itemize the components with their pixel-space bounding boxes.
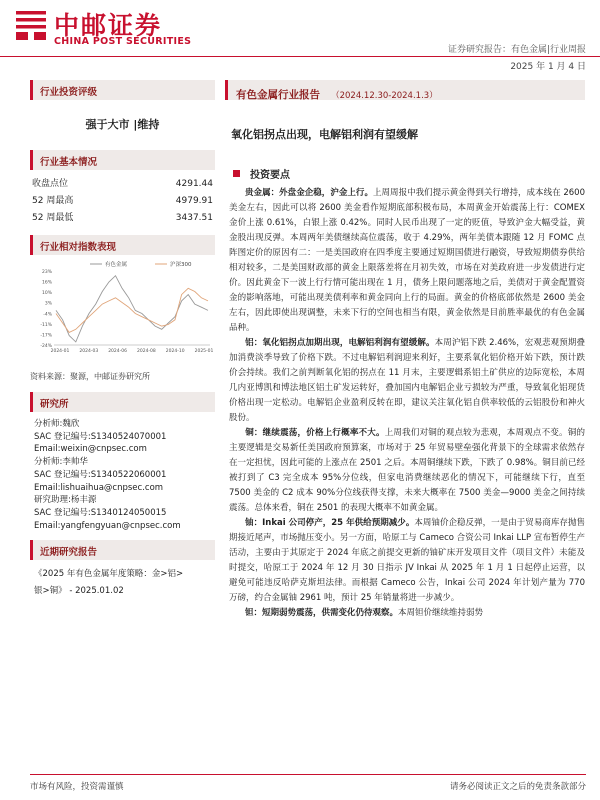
x-tick-label: 2024-10 xyxy=(165,349,185,354)
china-post-logo-icon xyxy=(14,8,48,42)
basic-info-value: 4291.44 xyxy=(175,179,213,189)
section-title: 投资要点 xyxy=(250,170,290,181)
y-tick-label: 23% xyxy=(41,270,52,275)
report-title: 有色金属行业报告 xyxy=(236,89,320,101)
x-tick-label: 2024-01 xyxy=(50,349,70,354)
y-tick-label: 3% xyxy=(44,301,52,307)
paragraph-gold xyxy=(225,186,585,336)
legend-label: 沪深300 xyxy=(170,262,192,268)
legend-label: 有色金属 xyxy=(105,262,128,268)
sidebar xyxy=(30,80,215,600)
logo-text-en: CHINA POST SECURITIES xyxy=(54,36,192,47)
series-line-nonferrous xyxy=(56,276,208,342)
headline: 氧化铝拐点出现，电解铝利润有望缓解 xyxy=(231,128,418,141)
y-tick-label: 10% xyxy=(41,291,52,297)
performance-heading: 行业相对指数表现 xyxy=(30,235,215,255)
basic-info-label: 收盘点位 xyxy=(32,179,69,189)
report-period: （2024.12.30-2024.1.3） xyxy=(331,91,438,101)
rating-value: 强于大市 |维持 xyxy=(85,118,160,131)
basic-info-row xyxy=(30,210,215,227)
basic-info-row xyxy=(30,176,215,193)
x-tick-label: 2025-01 xyxy=(194,349,214,354)
paragraph-lead: 钽：短期弱势震荡，供需变化仍待观察。 xyxy=(245,608,399,618)
chart-source: 资料来源：聚源，中邮证券研究所 xyxy=(30,372,150,381)
paragraph-copper xyxy=(225,426,585,516)
analyst-line: SAC 登记编号:S1340522060001 xyxy=(34,469,167,480)
main-content xyxy=(225,80,585,621)
paragraph-lead: 铜：继续震荡，价格上行概率不大。 xyxy=(245,428,385,438)
basic-info-value: 3437.51 xyxy=(175,213,213,223)
paragraph-tantalum xyxy=(225,606,585,621)
analyst-heading: 研究所 xyxy=(30,392,215,412)
date-bar xyxy=(0,58,600,72)
y-tick-label: -4% xyxy=(43,312,52,318)
recent-reports-heading: 近期研究报告 xyxy=(30,540,215,560)
analyst-list xyxy=(30,412,215,540)
y-tick-label: -24% xyxy=(40,344,52,349)
relative-index-chart xyxy=(30,257,215,357)
paragraph-aluminum xyxy=(225,336,585,426)
basic-info-row xyxy=(30,193,215,210)
analyst-line: 分析师:李帅华 xyxy=(34,457,88,468)
y-tick-label: 16% xyxy=(41,280,52,286)
analyst-email[interactable]: Email:weixin@cnpsec.com xyxy=(34,444,147,455)
report-header xyxy=(0,0,600,58)
basic-info-value: 4979.91 xyxy=(175,196,213,206)
legal-disclaimer: 请务必阅读正文之后的免责条款部分 xyxy=(449,782,586,792)
paragraph-lead: 铝：氧化铝拐点加期出现，电解铝利润有望缓解。 xyxy=(245,338,435,348)
logo-text-cn: 中邮证券 xyxy=(54,11,163,40)
rating-heading: 行业投资评级 xyxy=(30,80,215,100)
paragraph-body: 本周铀价企稳反弹，一是由于贸易商库存抛售期接近尾声，市场抛压变小。另一方面，哈原工与 Cameco 合资公司 Inkai LLP 宣布暂停生产活动，主要由于其原定于 2024 年底之前提交更新的铀矿床开发项目文件（项目文件）未能及时提交，哈原工于 2024 年 12 月 30 日指示 JV Inkai 从 2025 年 1 月 1 日起停止运营，以避免可能违反哈萨克斯坦法律。而根据 Cameco 公告，Inkai 公司 2024 年计划产量为 770 万磅，约合金属铀 2961 吨，预计 25 年销量将进一步减少。 xyxy=(229,518,585,603)
footer-divider xyxy=(30,774,586,775)
report-type: 证券研究报告：有色金属|行业周报 xyxy=(447,45,586,55)
paragraph-uranium xyxy=(225,516,585,606)
recent-report-link[interactable] xyxy=(30,560,215,600)
paragraph-body: 本周沪铝下跌 2.46%，宏观悲观预期叠加消费淡季导致了价格下跌。不过电解铝利润迎来利好，主要系氧化铝价格开始下跌，预计跌价会持续。我们之前判断氧化铝的拐点在 11 月末，主要逻辑系铝土矿供应的边际宽松，本周几内亚博凯和博法地区铝土矿发运转好，叠加国内电解铝企业亏损较为严重，导致氧化铝现货价格出现一定松动。电解铝企业盈利反转在即，建议关注氧化铝自供率较低的云铝股份和神火股份。 xyxy=(229,338,585,423)
paragraph-body: 上周我们对铜的观点较为悲观，本周观点不变。铜的主要逻辑是交易新任美国政府预算案，市场对于 25 年贸易壁垒强化背景下的全球需求依然存在一定担忧，因此可能的上涨点在 2501 之后。本周铜继续下跌，下跌了 0.98%。铜目前已经被打到了 C3 完全成本 95%分位线，但家电消费继续恶化的情况下，可能继续下行，直至 7500 美金的 C2 成本 90%分位线获得支撑，未来大概率在 7500 美金—9000 美金之间持续震荡。总体来看，铜在 2501 的表现大概率不如黄金属。 xyxy=(229,428,585,513)
basic-info-label: 52 周最低 xyxy=(32,213,74,223)
analyst-line: SAC 登记编号:S1340524070001 xyxy=(34,431,167,442)
basic-info-label: 52 周最高 xyxy=(32,196,74,206)
basic-info-heading: 行业基本情况 xyxy=(30,150,215,170)
bullet-square-icon xyxy=(233,170,240,177)
analyst-line: 分析师:魏欣 xyxy=(34,419,80,429)
risk-disclaimer: 市场有风险，投资需谨慎 xyxy=(30,782,124,792)
x-tick-label: 2024-03 xyxy=(79,349,99,354)
analyst-email[interactable]: Email:yangfengyuan@cnpsec.com xyxy=(34,520,181,531)
x-tick-label: 2024-06 xyxy=(108,349,128,354)
paragraph-lead: 贵金属：外盘金企稳，沪金上行。 xyxy=(245,188,373,198)
paragraph-body: 本周钽价继续维持弱势 xyxy=(398,608,484,618)
analyst-line: SAC 登记编号:S1340124050015 xyxy=(34,507,167,518)
report-date: 2025 年 1 月 4 日 xyxy=(510,62,586,72)
x-tick-label: 2024-08 xyxy=(136,349,156,354)
header-divider xyxy=(0,56,600,57)
y-tick-label: -17% xyxy=(40,333,52,339)
paragraph-body: 上周周报中我们提示黄金得到关行增持，成本线在 2600 美金左右，因此可以将 2600 美金看作短期底部积极布局，本周黄金开始震荡上行：COMEX 金价上涨 0.61%，白银上涨 0.42%。同时人民币出现了一定的贬值，导致沪金大幅受益，黄金股出现反弹。本周两年美债继续高位震荡，收于 4.29%，两年美债本跟随 12 月 FOMC 点阵图定价的原因有二：一是美国政府在四季度主要通过短期国债进行融资，导致短期债券供给相对较多，二是美国财政部的黄金上限落差将在月初失效，市场在对美政府进一步发债进行定价。因此黄金下一波上行行情可能出现在 1 月，债务上限问题落地之后，美债对于黄金配置资金的影响落地，可能出现美债利率和黄金同向上行的局面。黄金的价格底部依然是 2600 美金左右，因此即使出现调整，未来下行的空间也相当有限，黄金依然是目前胜率最优的有色金属品种。 xyxy=(229,188,585,333)
analyst-line: 研究助理:杨丰源 xyxy=(34,495,97,506)
basic-info-list xyxy=(30,176,215,227)
report-title-bar xyxy=(225,80,585,100)
y-tick-label: -11% xyxy=(40,322,52,328)
section-heading xyxy=(233,166,585,181)
relative-index-chart-svg xyxy=(30,257,215,357)
paragraph-lead: 铀：Inkai 公司停产，25 年供给预期减少。 xyxy=(245,518,415,528)
series-line-csi300 xyxy=(56,288,208,332)
recent-report-line: 《2025 年有色金属年度策略：金>铝> xyxy=(34,569,184,580)
recent-report-line: 银>铜》 - 2025.01.02 xyxy=(34,586,124,597)
analyst-email[interactable]: Email:lishuaihua@cnpsec.com xyxy=(34,482,164,493)
